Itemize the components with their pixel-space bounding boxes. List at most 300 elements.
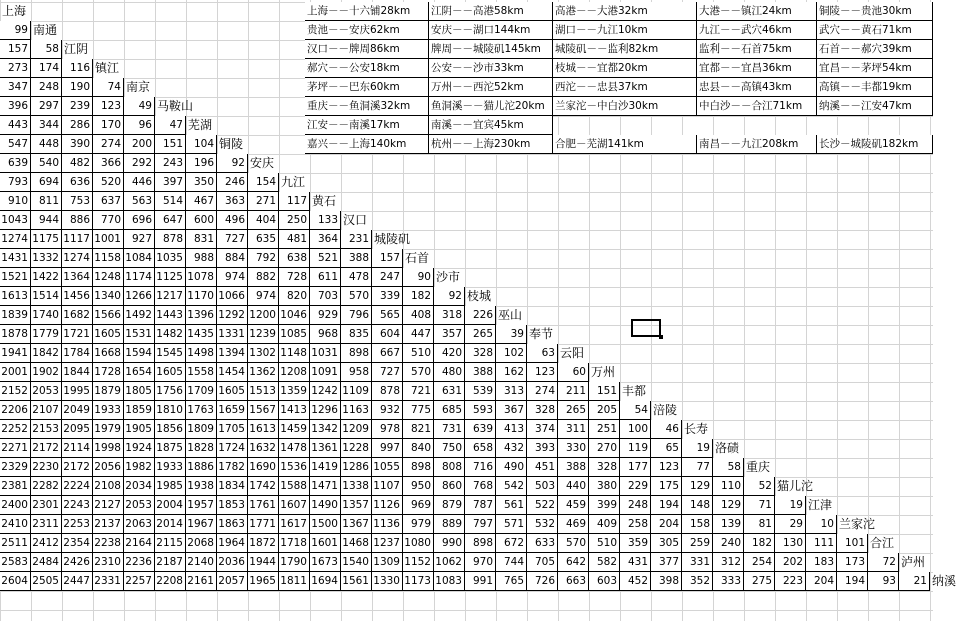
distance-cell[interactable]: 1266 — [124, 287, 155, 306]
distance-cell[interactable]: 101 — [837, 534, 868, 553]
distance-cell[interactable]: 1842 — [31, 344, 62, 363]
distance-cell[interactable]: 1705 — [217, 420, 248, 439]
distance-cell[interactable]: 1498 — [186, 344, 217, 363]
distance-cell[interactable]: 29 — [775, 515, 806, 534]
distance-cell[interactable]: 54 — [620, 401, 651, 420]
distance-cell[interactable]: 1828 — [186, 439, 217, 458]
distance-cell[interactable]: 1046 — [279, 306, 310, 325]
distance-cell[interactable]: 92 — [434, 287, 465, 306]
distance-cell[interactable]: 753 — [62, 192, 93, 211]
distance-cell[interactable]: 1396 — [186, 306, 217, 325]
distance-cell[interactable]: 1659 — [217, 401, 248, 420]
distance-cell[interactable]: 1419 — [310, 458, 341, 477]
distance-cell[interactable]: 1879 — [93, 382, 124, 401]
distance-cell[interactable]: 637 — [93, 192, 124, 211]
distance-cell[interactable]: 21 — [899, 572, 930, 591]
distance-cell[interactable]: 1985 — [155, 477, 186, 496]
distance-cell[interactable]: 90 — [403, 268, 434, 287]
distance-cell[interactable]: 333 — [713, 572, 744, 591]
distance-cell[interactable]: 496 — [217, 211, 248, 230]
distance-cell[interactable]: 2107 — [31, 401, 62, 420]
distance-cell[interactable]: 1809 — [186, 420, 217, 439]
distance-cell[interactable]: 1558 — [186, 363, 217, 382]
station-name[interactable]: 枝城 — [467, 289, 492, 303]
distance-cell[interactable]: 1468 — [341, 534, 372, 553]
distance-cell[interactable]: 451 — [527, 458, 558, 477]
distance-cell[interactable]: 1771 — [248, 515, 279, 534]
distance-cell[interactable]: 974 — [248, 287, 279, 306]
route-segment-cell[interactable]: 合肥－芜湖141km — [553, 135, 697, 154]
distance-cell[interactable]: 1066 — [217, 287, 248, 306]
distance-cell[interactable]: 1492 — [124, 306, 155, 325]
distance-cell[interactable]: 1394 — [217, 344, 248, 363]
distance-cell[interactable]: 716 — [465, 458, 496, 477]
distance-cell[interactable]: 1613 — [0, 287, 31, 306]
distance-cell[interactable]: 1035 — [155, 249, 186, 268]
distance-cell[interactable]: 1117 — [62, 230, 93, 249]
station-name[interactable]: 巫山 — [498, 308, 523, 322]
distance-cell[interactable]: 1357 — [341, 496, 372, 515]
distance-cell[interactable]: 705 — [527, 553, 558, 572]
distance-cell[interactable]: 510 — [403, 344, 434, 363]
distance-cell[interactable]: 667 — [372, 344, 403, 363]
distance-cell[interactable]: 1998 — [93, 439, 124, 458]
distance-cell[interactable]: 958 — [341, 363, 372, 382]
distance-cell[interactable]: 1540 — [341, 553, 372, 572]
distance-cell[interactable]: 81 — [744, 515, 775, 534]
distance-cell[interactable]: 2057 — [217, 572, 248, 591]
distance-cell[interactable]: 388 — [341, 249, 372, 268]
distance-cell[interactable]: 979 — [403, 515, 434, 534]
station-name[interactable]: 上海 — [2, 4, 27, 18]
distance-cell[interactable]: 1724 — [217, 439, 248, 458]
distance-cell[interactable]: 292 — [124, 154, 155, 173]
route-segment-cell[interactable]: 南溪－－宜宾45km — [429, 116, 553, 135]
distance-cell[interactable]: 728 — [279, 268, 310, 287]
distance-cell[interactable]: 393 — [527, 439, 558, 458]
distance-cell[interactable]: 1422 — [31, 268, 62, 287]
distance-cell[interactable]: 10 — [806, 515, 837, 534]
distance-cell[interactable]: 1613 — [248, 420, 279, 439]
distance-cell[interactable]: 1084 — [124, 249, 155, 268]
distance-cell[interactable]: 123 — [527, 363, 558, 382]
distance-cell[interactable]: 102 — [496, 344, 527, 363]
distance-cell[interactable]: 631 — [434, 382, 465, 401]
distance-cell[interactable]: 313 — [496, 382, 527, 401]
route-segment-cell[interactable]: 兰家沱－中白沙30km — [553, 97, 697, 116]
distance-cell[interactable]: 331 — [682, 553, 713, 572]
distance-cell[interactable]: 157 — [372, 249, 403, 268]
distance-cell[interactable]: 1342 — [310, 420, 341, 439]
distance-cell[interactable]: 1933 — [93, 401, 124, 420]
distance-cell[interactable]: 352 — [682, 572, 713, 591]
distance-cell[interactable]: 175 — [651, 477, 682, 496]
distance-cell[interactable]: 542 — [496, 477, 527, 496]
distance-cell[interactable]: 1239 — [248, 325, 279, 344]
distance-cell[interactable]: 1605 — [93, 325, 124, 344]
distance-cell[interactable]: 1456 — [62, 287, 93, 306]
distance-cell[interactable]: 1605 — [155, 363, 186, 382]
distance-cell[interactable]: 1107 — [372, 477, 403, 496]
distance-cell[interactable]: 532 — [527, 515, 558, 534]
distance-cell[interactable]: 2161 — [186, 572, 217, 591]
distance-cell[interactable]: 1200 — [248, 306, 279, 325]
distance-cell[interactable]: 1654 — [124, 363, 155, 382]
distance-cell[interactable]: 46 — [651, 420, 682, 439]
distance-cell[interactable]: 60 — [558, 363, 589, 382]
distance-cell[interactable]: 1152 — [403, 553, 434, 572]
distance-cell[interactable]: 397 — [155, 173, 186, 192]
distance-cell[interactable]: 821 — [403, 420, 434, 439]
distance-cell[interactable]: 448 — [31, 135, 62, 154]
distance-cell[interactable]: 1125 — [155, 268, 186, 287]
distance-cell[interactable]: 1763 — [186, 401, 217, 420]
route-segment-cell[interactable]: 汉口－－牌周86km — [305, 40, 429, 59]
route-segment-cell[interactable]: 贵池－－安庆62km — [305, 21, 429, 40]
distance-cell[interactable]: 2282 — [31, 477, 62, 496]
distance-cell[interactable]: 93 — [868, 572, 899, 591]
distance-cell[interactable]: 99 — [0, 21, 31, 40]
distance-cell[interactable]: 840 — [403, 439, 434, 458]
distance-cell[interactable]: 408 — [403, 306, 434, 325]
distance-cell[interactable]: 481 — [279, 230, 310, 249]
station-name[interactable]: 汉口 — [343, 213, 368, 227]
distance-cell[interactable]: 1632 — [248, 439, 279, 458]
route-segment-cell[interactable]: 忠县－－高镇43km — [697, 78, 817, 97]
distance-cell[interactable]: 808 — [434, 458, 465, 477]
distance-cell[interactable]: 250 — [279, 211, 310, 230]
distance-cell[interactable]: 1091 — [310, 363, 341, 382]
distance-cell[interactable]: 1668 — [93, 344, 124, 363]
distance-cell[interactable]: 1175 — [31, 230, 62, 249]
distance-cell[interactable]: 229 — [620, 477, 651, 496]
distance-cell[interactable]: 611 — [310, 268, 341, 287]
distance-cell[interactable]: 239 — [62, 97, 93, 116]
distance-cell[interactable]: 950 — [403, 477, 434, 496]
distance-cell[interactable]: 727 — [372, 363, 403, 382]
distance-cell[interactable]: 130 — [775, 534, 806, 553]
distance-cell[interactable]: 1886 — [186, 458, 217, 477]
station-name[interactable]: 纳溪 — [932, 574, 956, 588]
distance-cell[interactable]: 1109 — [341, 382, 372, 401]
distance-cell[interactable]: 19 — [682, 439, 713, 458]
distance-cell[interactable]: 2426 — [62, 553, 93, 572]
distance-cell[interactable]: 898 — [465, 534, 496, 553]
distance-cell[interactable]: 1995 — [62, 382, 93, 401]
distance-cell[interactable]: 2238 — [93, 534, 124, 553]
distance-cell[interactable]: 1296 — [310, 401, 341, 420]
distance-cell[interactable]: 469 — [558, 515, 589, 534]
distance-cell[interactable]: 231 — [341, 230, 372, 249]
distance-cell[interactable]: 2206 — [0, 401, 31, 420]
distance-cell[interactable]: 183 — [806, 553, 837, 572]
distance-cell[interactable]: 974 — [217, 268, 248, 287]
distance-cell[interactable]: 420 — [434, 344, 465, 363]
distance-cell[interactable]: 1361 — [310, 439, 341, 458]
distance-cell[interactable]: 2354 — [62, 534, 93, 553]
distance-cell[interactable]: 1286 — [341, 458, 372, 477]
distance-cell[interactable]: 2014 — [155, 515, 186, 534]
distance-cell[interactable]: 565 — [372, 306, 403, 325]
distance-cell[interactable]: 1957 — [186, 496, 217, 515]
distance-cell[interactable]: 1170 — [186, 287, 217, 306]
route-segment-cell[interactable]: 牌周－－城陵矶145km — [429, 40, 553, 59]
route-segment-cell[interactable]: 江阴－－高港58km — [429, 2, 553, 21]
distance-cell[interactable]: 259 — [682, 534, 713, 553]
distance-cell[interactable]: 1790 — [279, 553, 310, 572]
distance-cell[interactable]: 2583 — [0, 553, 31, 572]
distance-cell[interactable]: 1454 — [217, 363, 248, 382]
distance-cell[interactable]: 1811 — [279, 572, 310, 591]
distance-cell[interactable]: 357 — [434, 325, 465, 344]
distance-cell[interactable]: 522 — [527, 496, 558, 515]
distance-cell[interactable]: 273 — [0, 59, 31, 78]
distance-cell[interactable]: 775 — [403, 401, 434, 420]
route-segment-cell[interactable]: 杭州－－上海230km — [429, 135, 553, 154]
distance-cell[interactable]: 997 — [372, 439, 403, 458]
route-segment-cell[interactable]: 重庆－－鱼洞溪32km — [305, 97, 429, 116]
distance-cell[interactable]: 1431 — [0, 249, 31, 268]
route-segment-cell[interactable]: 长沙－城陵矶182km — [817, 135, 933, 154]
distance-cell[interactable]: 638 — [279, 249, 310, 268]
distance-cell[interactable]: 2329 — [0, 458, 31, 477]
distance-cell[interactable]: 1617 — [279, 515, 310, 534]
distance-cell[interactable]: 2152 — [0, 382, 31, 401]
distance-cell[interactable]: 205 — [589, 401, 620, 420]
distance-cell[interactable]: 366 — [93, 154, 124, 173]
station-name[interactable]: 江津 — [808, 498, 833, 512]
distance-cell[interactable]: 1944 — [248, 553, 279, 572]
distance-cell[interactable]: 246 — [217, 173, 248, 192]
distance-cell[interactable]: 521 — [310, 249, 341, 268]
distance-cell[interactable]: 1364 — [62, 268, 93, 287]
distance-cell[interactable]: 1740 — [31, 306, 62, 325]
distance-cell[interactable]: 223 — [775, 572, 806, 591]
distance-cell[interactable]: 151 — [589, 382, 620, 401]
distance-cell[interactable]: 1964 — [217, 534, 248, 553]
distance-cell[interactable]: 359 — [620, 534, 651, 553]
distance-cell[interactable]: 274 — [527, 382, 558, 401]
distance-cell[interactable]: 604 — [372, 325, 403, 344]
distance-cell[interactable]: 254 — [744, 553, 775, 572]
distance-cell[interactable]: 2004 — [155, 496, 186, 515]
distance-cell[interactable]: 139 — [713, 515, 744, 534]
distance-cell[interactable]: 879 — [434, 496, 465, 515]
distance-cell[interactable]: 77 — [682, 458, 713, 477]
route-segment-cell[interactable]: 石首－－郝穴39km — [817, 40, 933, 59]
route-segment-cell[interactable]: 宜昌－－茅坪54km — [817, 59, 933, 78]
distance-cell[interactable]: 635 — [248, 230, 279, 249]
distance-cell[interactable]: 1362 — [248, 363, 279, 382]
distance-cell[interactable]: 367 — [496, 401, 527, 420]
station-name[interactable]: 涪陵 — [653, 403, 678, 417]
distance-cell[interactable]: 318 — [434, 306, 465, 325]
station-name[interactable]: 兰家沱 — [839, 517, 876, 531]
station-name[interactable]: 泸州 — [901, 555, 926, 569]
route-segment-cell[interactable]: 茅坪－－巴东60km — [305, 78, 429, 97]
distance-cell[interactable]: 600 — [186, 211, 217, 230]
distance-cell[interactable]: 593 — [465, 401, 496, 420]
distance-cell[interactable]: 2412 — [31, 534, 62, 553]
distance-cell[interactable]: 1856 — [155, 420, 186, 439]
distance-cell[interactable]: 1083 — [434, 572, 465, 591]
distance-cell[interactable]: 1459 — [279, 420, 310, 439]
distance-cell[interactable]: 133 — [310, 211, 341, 230]
distance-cell[interactable]: 1673 — [310, 553, 341, 572]
route-segment-cell[interactable]: 西沱－－忠县37km — [553, 78, 697, 97]
distance-cell[interactable]: 1545 — [155, 344, 186, 363]
distance-cell[interactable]: 1924 — [124, 439, 155, 458]
distance-cell[interactable]: 927 — [124, 230, 155, 249]
distance-cell[interactable]: 190 — [62, 78, 93, 97]
distance-cell[interactable]: 119 — [620, 439, 651, 458]
distance-cell[interactable]: 563 — [124, 192, 155, 211]
distance-cell[interactable]: 388 — [558, 458, 589, 477]
distance-cell[interactable]: 2505 — [31, 572, 62, 591]
distance-cell[interactable]: 1567 — [248, 401, 279, 420]
station-name[interactable]: 南通 — [33, 23, 58, 37]
distance-cell[interactable]: 571 — [496, 515, 527, 534]
distance-cell[interactable]: 1062 — [434, 553, 465, 572]
distance-cell[interactable]: 182 — [403, 287, 434, 306]
station-name[interactable]: 黄石 — [312, 194, 337, 208]
distance-cell[interactable]: 811 — [31, 192, 62, 211]
distance-cell[interactable]: 1979 — [93, 420, 124, 439]
distance-cell[interactable]: 2153 — [31, 420, 62, 439]
distance-cell[interactable]: 1601 — [310, 534, 341, 553]
distance-cell[interactable]: 770 — [93, 211, 124, 230]
distance-cell[interactable]: 396 — [0, 97, 31, 116]
station-name[interactable]: 安庆 — [250, 156, 275, 170]
distance-cell[interactable]: 968 — [310, 325, 341, 344]
distance-cell[interactable]: 1478 — [279, 439, 310, 458]
distance-cell[interactable]: 672 — [496, 534, 527, 553]
distance-cell[interactable]: 2243 — [62, 496, 93, 515]
distance-cell[interactable]: 398 — [651, 572, 682, 591]
distance-cell[interactable]: 482 — [62, 154, 93, 173]
distance-cell[interactable]: 446 — [124, 173, 155, 192]
distance-cell[interactable]: 1338 — [341, 477, 372, 496]
distance-cell[interactable]: 2310 — [93, 553, 124, 572]
distance-cell[interactable]: 74 — [93, 78, 124, 97]
distance-cell[interactable]: 969 — [403, 496, 434, 515]
distance-cell[interactable]: 932 — [372, 401, 403, 420]
distance-cell[interactable]: 1292 — [217, 306, 248, 325]
distance-cell[interactable]: 1085 — [279, 325, 310, 344]
distance-cell[interactable]: 1443 — [155, 306, 186, 325]
station-name[interactable]: 重庆 — [746, 460, 771, 474]
distance-cell[interactable]: 275 — [744, 572, 775, 591]
distance-cell[interactable]: 182 — [744, 534, 775, 553]
station-name[interactable]: 石首 — [405, 251, 430, 265]
distance-cell[interactable]: 39 — [496, 325, 527, 344]
station-name[interactable]: 云阳 — [560, 346, 585, 360]
distance-cell[interactable]: 1718 — [279, 534, 310, 553]
distance-cell[interactable]: 158 — [682, 515, 713, 534]
distance-cell[interactable]: 1834 — [217, 477, 248, 496]
distance-cell[interactable]: 792 — [248, 249, 279, 268]
distance-cell[interactable]: 1721 — [62, 325, 93, 344]
distance-cell[interactable]: 1905 — [124, 420, 155, 439]
distance-cell[interactable]: 328 — [589, 458, 620, 477]
distance-cell[interactable]: 480 — [434, 363, 465, 382]
distance-cell[interactable]: 1001 — [93, 230, 124, 249]
distance-cell[interactable]: 2208 — [155, 572, 186, 591]
distance-cell[interactable]: 116 — [62, 59, 93, 78]
station-name[interactable]: 江阴 — [64, 42, 89, 56]
distance-cell[interactable]: 910 — [0, 192, 31, 211]
distance-cell[interactable]: 344 — [31, 116, 62, 135]
distance-cell[interactable]: 1782 — [217, 458, 248, 477]
distance-cell[interactable]: 2172 — [62, 458, 93, 477]
distance-cell[interactable]: 1331 — [217, 325, 248, 344]
distance-cell[interactable]: 1148 — [279, 344, 310, 363]
distance-cell[interactable]: 1531 — [124, 325, 155, 344]
distance-cell[interactable]: 363 — [217, 192, 248, 211]
distance-cell[interactable]: 100 — [620, 420, 651, 439]
distance-cell[interactable]: 1435 — [186, 325, 217, 344]
route-segment-cell[interactable]: 武穴－－黄石71km — [817, 21, 933, 40]
distance-cell[interactable]: 1805 — [124, 382, 155, 401]
distance-cell[interactable]: 431 — [620, 553, 651, 572]
distance-cell[interactable]: 467 — [186, 192, 217, 211]
station-name[interactable]: 洛碛 — [715, 441, 740, 455]
distance-cell[interactable]: 248 — [31, 78, 62, 97]
distance-cell[interactable]: 2095 — [62, 420, 93, 439]
distance-cell[interactable]: 787 — [465, 496, 496, 515]
distance-cell[interactable]: 1756 — [155, 382, 186, 401]
distance-cell[interactable]: 721 — [403, 382, 434, 401]
distance-cell[interactable]: 703 — [310, 287, 341, 306]
distance-cell[interactable]: 162 — [496, 363, 527, 382]
distance-cell[interactable]: 1237 — [372, 534, 403, 553]
distance-cell[interactable]: 1482 — [155, 325, 186, 344]
distance-cell[interactable]: 409 — [589, 515, 620, 534]
distance-cell[interactable]: 248 — [620, 496, 651, 515]
distance-cell[interactable]: 2053 — [31, 382, 62, 401]
distance-cell[interactable]: 1938 — [186, 477, 217, 496]
distance-cell[interactable]: 174 — [31, 59, 62, 78]
distance-cell[interactable]: 71 — [744, 496, 775, 515]
distance-cell[interactable]: 1126 — [372, 496, 403, 515]
distance-cell[interactable]: 1982 — [124, 458, 155, 477]
distance-cell[interactable]: 274 — [93, 135, 124, 154]
distance-cell[interactable]: 647 — [155, 211, 186, 230]
distance-cell[interactable]: 2164 — [124, 534, 155, 553]
selected-cell-cursor[interactable] — [631, 319, 661, 337]
distance-cell[interactable]: 1228 — [341, 439, 372, 458]
distance-cell[interactable]: 117 — [279, 192, 310, 211]
distance-cell[interactable]: 243 — [155, 154, 186, 173]
distance-cell[interactable]: 978 — [372, 420, 403, 439]
distance-cell[interactable]: 1359 — [279, 382, 310, 401]
station-name[interactable]: 芜湖 — [188, 118, 213, 132]
distance-cell[interactable]: 1810 — [155, 401, 186, 420]
station-name[interactable]: 奉节 — [529, 327, 554, 341]
distance-cell[interactable]: 194 — [651, 496, 682, 515]
station-name[interactable]: 九江 — [281, 175, 306, 189]
distance-cell[interactable]: 305 — [651, 534, 682, 553]
distance-cell[interactable]: 750 — [434, 439, 465, 458]
distance-cell[interactable]: 835 — [341, 325, 372, 344]
distance-cell[interactable]: 570 — [403, 363, 434, 382]
distance-cell[interactable]: 1878 — [0, 325, 31, 344]
distance-cell[interactable]: 878 — [372, 382, 403, 401]
distance-cell[interactable]: 2172 — [31, 439, 62, 458]
distance-cell[interactable]: 1682 — [62, 306, 93, 325]
distance-cell[interactable]: 271 — [248, 192, 279, 211]
route-segment-cell[interactable]: 公安－－沙市33km — [429, 59, 553, 78]
